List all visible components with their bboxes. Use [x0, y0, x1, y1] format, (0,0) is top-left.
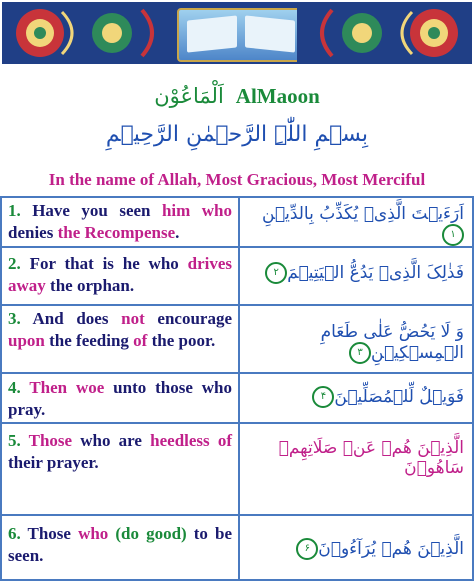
verse-number: 4. — [8, 378, 21, 397]
verse-number: 1. — [8, 201, 21, 220]
verse-arabic — [240, 248, 472, 304]
verse-table — [0, 196, 474, 581]
verse-translation — [2, 516, 240, 579]
text-segment: their prayer. — [8, 453, 99, 472]
intro-translation: In the name of Allah, Most Gracious, Most Merciful — [48, 170, 426, 189]
text-segment: drives away — [8, 254, 232, 295]
text-segment: the orphan. — [45, 276, 135, 295]
text-segment: encourage — [144, 309, 232, 328]
text-segment: (do good) — [108, 524, 187, 543]
ayah-number-marker: ۲ — [265, 262, 287, 284]
text-segment: . — [175, 223, 180, 242]
text-segment: to be seen. — [8, 524, 232, 565]
verse-number: 3. — [8, 309, 21, 328]
verse-number: 5. — [8, 431, 21, 450]
text-segment: of — [133, 331, 148, 350]
text-segment: unto those who pray. — [8, 378, 232, 419]
arabic-text: وَ لَا یَحُضُّ عَلٰی طَعَامِ الۡمِسۡکِیۡنِ — [320, 322, 464, 363]
arabic-text: اَرَءَیۡتَ الَّذِیۡ یُکَذِّبُ بِالدِّیۡنِ — [261, 204, 464, 224]
text-segment: heedless — [150, 431, 210, 450]
verse-row-2 — [2, 248, 472, 306]
verse-arabic — [240, 374, 472, 422]
verse-number: 6. — [8, 524, 21, 543]
arabic-text: فَوَیۡلٌ لِّلۡمُصَلِّیۡنَ — [334, 387, 464, 407]
text-segment: the Recompense — [57, 223, 176, 242]
text-segment: of — [209, 431, 232, 450]
text-segment: Those — [28, 431, 73, 450]
open-book-image — [177, 8, 305, 62]
text-segment: denies — [8, 223, 58, 242]
verse-number: 2. — [8, 254, 21, 273]
text-segment: who are — [72, 431, 151, 450]
verse-translation — [2, 198, 240, 246]
floral-ornament-right — [297, 2, 472, 64]
arabic-text: الَّذِیۡنَ هُمۡ عَنۡ صَلَاتِهِمۡ سَاهُوۡنَ — [278, 438, 464, 478]
text-segment: the feeding — [44, 331, 134, 350]
verse-translation — [2, 424, 240, 514]
arabic-text: فَذٰلِکَ الَّذِیۡ یَدُعُّ الۡیَتِیۡمَ — [287, 263, 464, 283]
verse-arabic — [240, 424, 472, 514]
verse-row-5 — [2, 424, 472, 516]
verse-row-3 — [2, 306, 472, 374]
ayah-number-marker: ۳ — [349, 342, 371, 364]
ayah-number-marker: ۱ — [442, 224, 464, 246]
text-segment: him who — [161, 201, 232, 220]
verse-translation — [2, 306, 240, 372]
verse-translation — [2, 374, 240, 422]
text-segment — [21, 431, 29, 450]
text-segment: upon — [8, 331, 45, 350]
ayah-number-marker: ۶ — [296, 538, 318, 560]
surah-title — [0, 84, 474, 114]
verse-translation — [2, 248, 240, 304]
text-segment: who — [78, 524, 109, 543]
text-segment: not — [121, 309, 145, 328]
arabic-text: الَّذِیۡنَ هُمۡ یُرَآءُوۡنَ — [318, 539, 464, 559]
text-segment: Those — [20, 524, 79, 543]
text-segment: For that is he who — [20, 254, 188, 273]
verse-arabic — [240, 306, 472, 372]
text-segment: And does — [20, 309, 122, 328]
verse-row-6 — [2, 516, 472, 579]
floral-ornament-left — [2, 2, 177, 64]
title-english: AlMaoon — [235, 84, 320, 108]
verse-row-1 — [2, 198, 472, 248]
text-segment: the poor. — [147, 331, 216, 350]
bismillah-arabic: بِسۡمِ اللّٰہِ الرَّحۡمٰنِ الرَّحِیۡمِ — [105, 122, 369, 147]
text-segment: Then woe — [29, 378, 105, 397]
verse-row-4 — [2, 374, 472, 424]
ornamental-banner — [2, 2, 472, 64]
text-segment: Have you seen — [20, 201, 162, 220]
title-arabic: اَلْمَاعُوْن — [154, 84, 224, 108]
ayah-number-marker: ۴ — [312, 386, 334, 408]
verse-arabic — [240, 516, 472, 579]
verse-arabic — [240, 198, 472, 246]
